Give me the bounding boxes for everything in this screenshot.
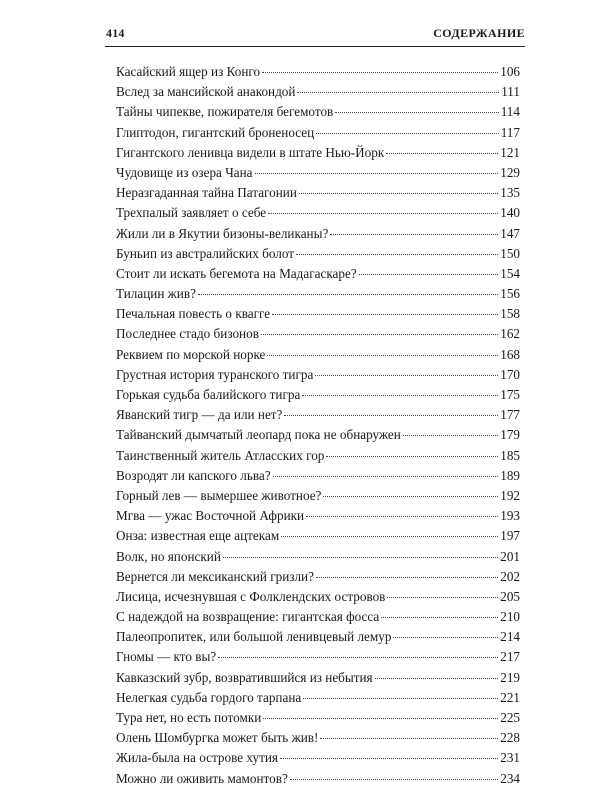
toc-entry-page: 205 — [500, 588, 520, 604]
dot-leader — [302, 395, 498, 396]
toc-entry-title: Палеопропитек, или большой ленивцевый лемур — [116, 629, 392, 645]
toc-entry — [116, 425, 520, 445]
toc-entry — [116, 526, 520, 546]
dot-leader — [306, 516, 498, 517]
dot-leader — [296, 254, 498, 255]
dot-leader — [299, 193, 498, 194]
dot-leader — [315, 375, 498, 376]
toc-entry — [116, 224, 520, 244]
toc-entry-page: 156 — [500, 286, 520, 302]
toc-entry — [116, 82, 520, 102]
toc-entry-title: Можно ли оживить мамонтов? — [116, 770, 288, 786]
toc-entry-page: 225 — [500, 710, 520, 725]
toc-entry-title: Тура нет, но есть потомки — [116, 710, 262, 725]
toc-entry-page: 129 — [500, 164, 520, 180]
toc-entry-title: Лисица, исчезнувшая с Фолклендских островов — [116, 588, 386, 604]
toc-entry-page: 219 — [500, 669, 520, 685]
dot-leader — [387, 597, 498, 598]
toc-entry-title: Гигантского ленивца видели в штате Нью-Йорк — [116, 144, 385, 160]
toc-entry-page: 202 — [500, 568, 520, 584]
toc-entry-title: Гномы — кто вы? — [116, 649, 217, 665]
dot-leader — [284, 415, 498, 416]
toc-entry-title: Касайский ящер из Конго — [116, 64, 261, 79]
dot-leader — [198, 294, 498, 295]
toc-entry — [116, 688, 520, 708]
toc-entry — [116, 304, 520, 324]
toc-entry — [116, 163, 520, 183]
toc-entry — [116, 769, 520, 789]
dot-leader — [330, 234, 498, 235]
toc-entry-title: Тайны чипекве, пожирателя бегемотов — [116, 104, 334, 120]
toc-entry-page: 135 — [500, 185, 520, 201]
dot-leader — [218, 657, 498, 658]
toc-entry-title: Последнее стадо бизонов — [116, 326, 259, 342]
toc-entry — [116, 607, 520, 627]
toc-entry — [116, 668, 520, 688]
toc-entry-title: Нелегкая судьба гордого тарпана — [116, 689, 302, 705]
toc-entry-title: Горный лев — вымершее животное? — [116, 487, 322, 503]
toc-entry-page: 192 — [500, 487, 520, 503]
toc-entry-page: 197 — [500, 528, 520, 544]
toc-entry-page: 175 — [500, 387, 520, 402]
toc-entry-title: Неразгаданная тайна Патагонии — [116, 185, 297, 201]
toc-entry-page: 111 — [501, 84, 520, 100]
toc-entry-title: С надеждой на возвращение: гигантская фосса — [116, 609, 380, 625]
page-number: 414 — [106, 26, 125, 40]
toc-entry-page: 147 — [500, 225, 520, 241]
toc-entry — [116, 244, 520, 264]
toc-entry-page: 162 — [500, 326, 520, 342]
toc-entry-page: 117 — [500, 124, 520, 140]
toc-entry-title: Горькая судьба балийского тигра — [116, 387, 301, 402]
toc-entry — [116, 506, 520, 526]
toc-entry-page: 193 — [500, 508, 520, 524]
toc-entry — [116, 365, 520, 385]
toc-entry — [116, 446, 520, 466]
toc-entry-page: 214 — [500, 629, 520, 645]
dot-leader — [273, 476, 499, 477]
dot-leader — [261, 334, 498, 335]
toc-entry-page: 170 — [500, 366, 520, 382]
toc-entry-page: 221 — [500, 689, 520, 705]
toc-entry-title: Кавказский зубр, возвратившийся из небытия — [116, 669, 373, 685]
toc-entry — [116, 385, 520, 405]
dot-leader — [303, 698, 498, 699]
toc-entry-title: Реквием по морской норке — [116, 346, 266, 362]
toc-entry-title: Таинственный житель Атласских гор — [116, 447, 325, 463]
dot-leader — [386, 153, 498, 154]
toc-entry-page: 234 — [500, 770, 520, 786]
dot-leader — [403, 435, 498, 436]
dot-leader — [326, 456, 498, 457]
toc-entry — [116, 183, 520, 203]
toc-entry-page: 217 — [500, 649, 520, 665]
toc-entry — [116, 587, 520, 607]
toc-entry — [116, 102, 520, 122]
dot-leader — [381, 617, 498, 618]
toc-entry-title: Жила-была на острове хутия — [116, 750, 278, 766]
dot-leader — [393, 637, 498, 638]
toc-entry — [116, 143, 520, 163]
toc-entry-page: 121 — [500, 144, 520, 160]
toc-entry — [116, 123, 520, 143]
toc-entry-title: Мгва — ужас Восточной Африки — [116, 508, 305, 524]
toc-entry-title: Возродят ли капского льва? — [116, 467, 271, 483]
toc-entry-title: Олень Шомбургка может быть жив! — [116, 730, 319, 746]
dot-leader — [255, 173, 499, 174]
dot-leader — [268, 213, 498, 214]
toc-entry-page: 114 — [500, 104, 520, 120]
dot-leader — [262, 72, 498, 73]
dot-leader — [335, 112, 498, 113]
toc-entry-page: 210 — [500, 609, 520, 625]
toc-entry — [116, 324, 520, 344]
toc-entry-page: 177 — [500, 407, 520, 423]
toc-entry-page: 231 — [500, 750, 520, 766]
toc-entry-title: Вернется ли мексиканский гризли? — [116, 568, 314, 584]
dot-leader — [263, 718, 498, 719]
dot-leader — [320, 738, 498, 739]
toc-entry — [116, 567, 520, 587]
toc-entry-page: 185 — [500, 447, 520, 463]
toc-entry-title: Жили ли в Якутии бизоны-великаны? — [116, 225, 329, 241]
toc-entry-page: 179 — [500, 427, 520, 443]
toc-entry — [116, 547, 520, 567]
toc-entry — [116, 647, 520, 667]
dot-leader — [297, 92, 499, 93]
toc-entry — [116, 284, 520, 304]
dot-leader — [281, 536, 498, 537]
toc-entry-title: Буньип из австралийских болот — [116, 245, 295, 261]
toc-entry-title: Вслед за мансийской анакондой — [116, 84, 296, 100]
toc-entry-page: 140 — [500, 205, 520, 221]
toc-entry-title: Тайванский дымчатый леопард пока не обнаружен — [116, 427, 401, 443]
toc-entry — [116, 264, 520, 284]
toc-entry-title: Грустная история туранского тигра — [116, 366, 314, 382]
toc-entry-page: 201 — [500, 548, 520, 564]
dot-leader — [223, 557, 498, 558]
toc-entry-title: Волк, но японский — [116, 548, 221, 564]
toc-entry — [116, 748, 520, 768]
toc-entry — [116, 466, 520, 486]
toc-entry-title: Тилацин жив? — [116, 286, 196, 302]
dot-leader — [375, 678, 499, 679]
toc-entry-page: 228 — [500, 730, 520, 746]
dot-leader — [280, 758, 498, 759]
dot-leader — [323, 496, 498, 497]
toc-entry — [116, 627, 520, 647]
toc-entry-title: Печальная повесть о квагге — [116, 306, 271, 322]
toc-entry-title: Глиптодон, гигантский броненосец — [116, 124, 315, 140]
dot-leader — [316, 133, 499, 134]
page-header — [105, 26, 525, 47]
table-of-contents — [116, 62, 520, 789]
toc-entry — [116, 708, 520, 728]
dot-leader — [359, 274, 499, 275]
toc-entry — [116, 405, 520, 425]
dot-leader — [290, 779, 498, 780]
dot-leader — [267, 355, 498, 356]
toc-entry-title: Трехпалый заявляет о себе — [116, 205, 267, 221]
toc-entry-title: Стоит ли искать бегемота на Мадагаскаре? — [116, 265, 357, 281]
toc-entry — [116, 345, 520, 365]
toc-entry-page: 158 — [500, 306, 520, 322]
toc-entry-page: 106 — [500, 64, 520, 79]
toc-entry-page: 154 — [500, 265, 520, 281]
running-title: СОДЕРЖАНИЕ — [433, 26, 525, 40]
toc-entry-page: 168 — [500, 346, 520, 362]
toc-entry — [116, 62, 520, 82]
dot-leader — [272, 314, 498, 315]
toc-entry-title: Яванский тигр — да или нет? — [116, 407, 283, 423]
toc-entry-title: Чудовище из озера Чана — [116, 164, 253, 180]
toc-entry-page: 150 — [500, 245, 520, 261]
dot-leader — [316, 577, 498, 578]
toc-entry-title: Онза: известная еще ацтекам — [116, 528, 280, 544]
toc-entry — [116, 203, 520, 223]
toc-entry — [116, 728, 520, 748]
toc-entry-page: 189 — [500, 467, 520, 483]
toc-entry — [116, 486, 520, 506]
